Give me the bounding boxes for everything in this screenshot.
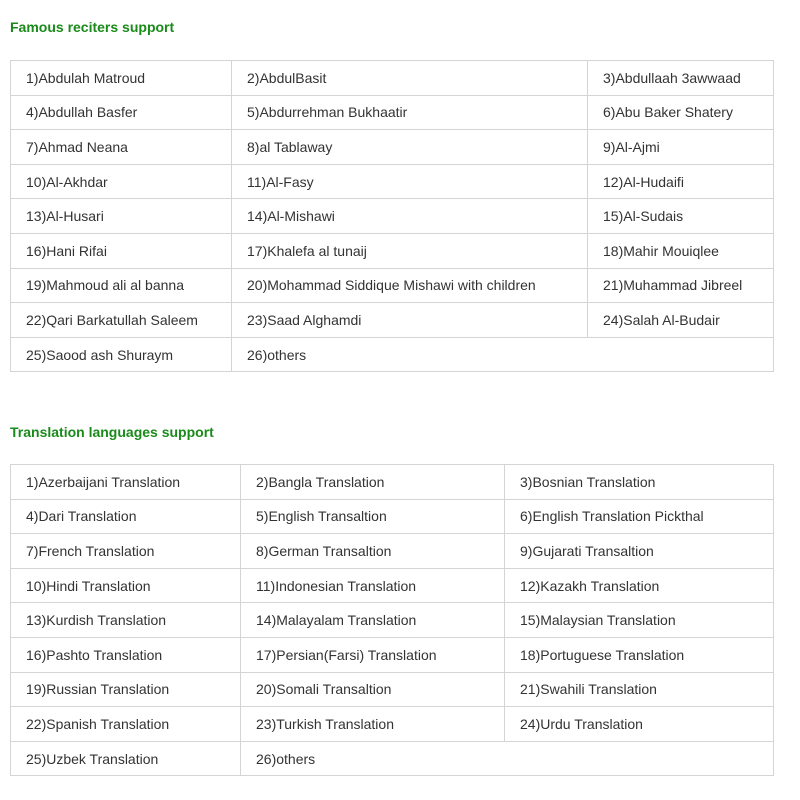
table-cell: 26)others [241, 741, 774, 776]
table-row [11, 637, 774, 672]
table-cell: 3)Bosnian Translation [505, 465, 774, 500]
table-row [11, 672, 774, 707]
table-cell: 4)Abdullah Basfer [11, 95, 232, 130]
table-cell: 13)Kurdish Translation [11, 603, 241, 638]
table-cell: 4)Dari Translation [11, 499, 241, 534]
table-row [11, 534, 774, 569]
table-cell: 12)Kazakh Translation [505, 568, 774, 603]
table-cell: 14)Malayalam Translation [241, 603, 505, 638]
table-cell: 5)English Transaltion [241, 499, 505, 534]
table-row [11, 337, 774, 372]
table-cell: 26)others [232, 337, 774, 372]
table-cell: 8)al Tablaway [232, 130, 588, 165]
reciters-section-title: Famous reciters support [10, 19, 175, 35]
table-cell: 17)Persian(Farsi) Translation [241, 637, 505, 672]
table-row [11, 61, 774, 96]
table-row [11, 741, 774, 776]
table-cell: 11)Al-Fasy [232, 164, 588, 199]
table-cell: 7)French Translation [11, 534, 241, 569]
translations-section-title: Translation languages support [10, 424, 214, 440]
table-cell: 24)Urdu Translation [505, 707, 774, 742]
table-cell: 12)Al-Hudaifi [588, 164, 774, 199]
table-cell: 25)Uzbek Translation [11, 741, 241, 776]
table-cell: 19)Mahmoud ali al banna [11, 268, 232, 303]
table-row [11, 603, 774, 638]
table-cell: 10)Hindi Translation [11, 568, 241, 603]
table-cell: 24)Salah Al-Budair [588, 303, 774, 338]
table-row [11, 164, 774, 199]
table-cell: 17)Khalefa al tunaij [232, 233, 588, 268]
table-cell: 18)Portuguese Translation [505, 637, 774, 672]
table-cell: 22)Qari Barkatullah Saleem [11, 303, 232, 338]
reciters-table-body [11, 61, 774, 372]
reciters-table [10, 60, 774, 372]
table-cell: 21)Muhammad Jibreel [588, 268, 774, 303]
table-cell: 10)Al-Akhdar [11, 164, 232, 199]
table-cell: 22)Spanish Translation [11, 707, 241, 742]
table-cell: 2)Bangla Translation [241, 465, 505, 500]
table-cell: 6)Abu Baker Shatery [588, 95, 774, 130]
table-row [11, 303, 774, 338]
table-row [11, 465, 774, 500]
table-row [11, 233, 774, 268]
table-cell: 16)Pashto Translation [11, 637, 241, 672]
table-cell: 9)Gujarati Transaltion [505, 534, 774, 569]
table-cell: 25)Saood ash Shuraym [11, 337, 232, 372]
table-row [11, 568, 774, 603]
table-cell: 3)Abdullaah 3awwaad [588, 61, 774, 96]
table-cell: 7)Ahmad Neana [11, 130, 232, 165]
table-row [11, 95, 774, 130]
table-cell: 11)Indonesian Translation [241, 568, 505, 603]
table-cell: 16)Hani Rifai [11, 233, 232, 268]
table-cell: 1)Azerbaijani Translation [11, 465, 241, 500]
table-cell: 18)Mahir Mouiqlee [588, 233, 774, 268]
table-cell: 1)Abdulah Matroud [11, 61, 232, 96]
translations-table [10, 464, 774, 776]
table-cell: 13)Al-Husari [11, 199, 232, 234]
table-row [11, 707, 774, 742]
table-row [11, 130, 774, 165]
table-cell: 2)AbdulBasit [232, 61, 588, 96]
table-row [11, 499, 774, 534]
table-cell: 21)Swahili Translation [505, 672, 774, 707]
table-cell: 8)German Transaltion [241, 534, 505, 569]
table-cell: 23)Saad Alghamdi [232, 303, 588, 338]
table-row [11, 268, 774, 303]
table-cell: 9)Al-Ajmi [588, 130, 774, 165]
table-cell: 20)Mohammad Siddique Mishawi with children [232, 268, 588, 303]
table-cell: 14)Al-Mishawi [232, 199, 588, 234]
table-cell: 19)Russian Translation [11, 672, 241, 707]
table-cell: 6)English Translation Pickthal [505, 499, 774, 534]
table-cell: 5)Abdurrehman Bukhaatir [232, 95, 588, 130]
table-cell: 23)Turkish Translation [241, 707, 505, 742]
table-cell: 15)Al-Sudais [588, 199, 774, 234]
table-cell: 20)Somali Transaltion [241, 672, 505, 707]
translations-table-body [11, 465, 774, 776]
table-cell: 15)Malaysian Translation [505, 603, 774, 638]
table-row [11, 199, 774, 234]
